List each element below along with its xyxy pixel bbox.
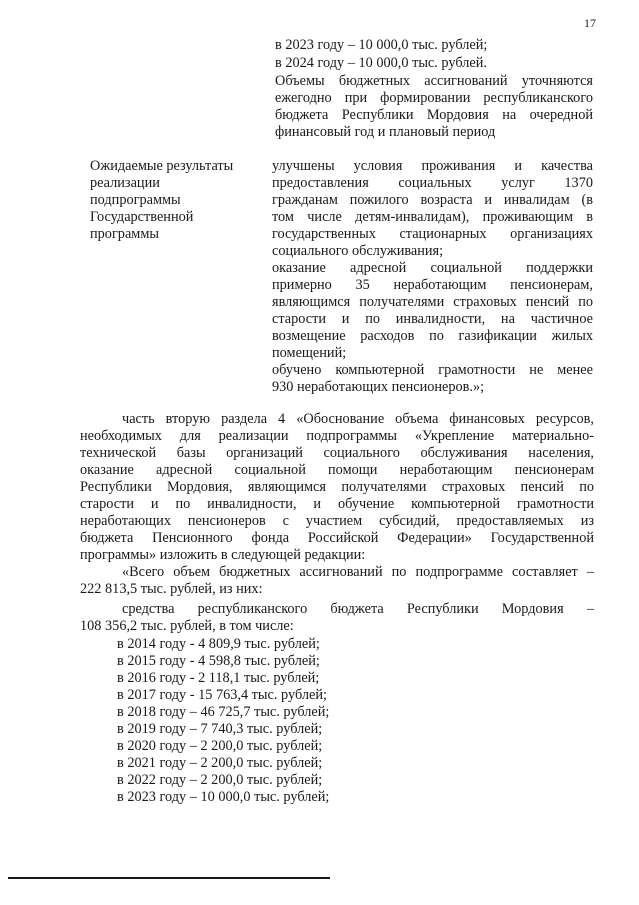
list-item: в 2017 году - 15 763,4 тыс. рублей;	[117, 687, 327, 703]
text-line: бюджета Республики Мордовия на очередной	[275, 107, 593, 123]
list-item: в 2015 году - 4 598,8 тыс. рублей;	[117, 653, 320, 669]
text-line: оказание адресной социальной поддержки	[272, 260, 593, 276]
text-line: улучшены условия проживания и качества	[272, 158, 593, 174]
text-line: в 2024 году – 10 000,0 тыс. рублей.	[275, 55, 487, 71]
list-item: в 2018 году – 46 725,7 тыс. рублей;	[117, 704, 330, 720]
text-line: гражданам пожилого возраста и инвалидам (в	[272, 192, 593, 208]
text-line: старости и по инвалидности, и обучение компьютерной грамотности	[80, 496, 594, 512]
text-line: обучено компьютерной грамотности не менее	[272, 362, 593, 378]
label-line: подпрограммы	[90, 192, 181, 208]
text-line: «Всего объем бюджетных ассигнований по подпрограмме составляет –	[122, 564, 594, 580]
text-line: технической базы организаций социального обслуживания населения,	[80, 445, 594, 461]
text-line: часть вторую раздела 4 «Обоснование объема финансовых ресурсов,	[122, 411, 594, 427]
text-line: том числе детям-инвалидам), проживающим в	[272, 209, 593, 225]
text-line: возмещение расходов по газификации жилых	[272, 328, 593, 344]
text-line: 930 неработающих пенсионеров.»;	[272, 379, 485, 395]
text-line: примерно 35 неработающим пенсионерам,	[272, 277, 593, 293]
list-item: в 2022 году – 2 200,0 тыс. рублей;	[117, 772, 323, 788]
text-line: в 2023 году – 10 000,0 тыс. рублей;	[275, 37, 488, 53]
list-item: в 2021 году – 2 200,0 тыс. рублей;	[117, 755, 323, 771]
text-line: средства республиканского бюджета Республики Мордовия –	[122, 601, 594, 617]
text-line: предоставления социальных услуг 1370	[272, 175, 593, 191]
label-line: программы	[90, 226, 160, 242]
page-number: 17	[584, 16, 596, 30]
list-item: в 2016 году - 2 118,1 тыс. рублей;	[117, 670, 320, 686]
text-line: неработающих пенсионеров с участием субсидий, предоставляемых из	[80, 513, 594, 529]
label-line: Государственной	[90, 209, 194, 225]
list-item: в 2020 году – 2 200,0 тыс. рублей;	[117, 738, 323, 754]
text-line: 108 356,2 тыс. рублей, в том числе:	[80, 618, 294, 634]
text-line: оказание адресной социальной помощи неработающим пенсионерам	[80, 462, 594, 478]
text-line: социального обслуживания;	[272, 243, 444, 259]
label-line: Ожидаемые результаты	[90, 158, 234, 174]
text-line: Объемы бюджетных ассигнований уточняются	[275, 73, 593, 89]
list-item: в 2014 году - 4 809,9 тыс. рублей;	[117, 636, 320, 652]
text-line: Республики Мордовия, являющимся получателями страховых пенсий по	[80, 479, 594, 495]
text-line: 222 813,5 тыс. рублей, из них:	[80, 581, 263, 597]
text-line: необходимых для реализации подпрограммы «Укрепление материально-	[80, 428, 594, 444]
text-line: государственных стационарных организациях	[272, 226, 593, 242]
label-line: реализации	[90, 175, 160, 191]
text-line: бюджета Пенсионного фонда Российской Федерации» Государственной	[80, 530, 594, 546]
bottom-rule	[8, 877, 330, 879]
text-line: являющимся получателями страховых пенсий по	[272, 294, 593, 310]
text-line: ежегодно при формировании республиканского	[275, 90, 593, 106]
text-line: программы» изложить в следующей редакции:	[80, 547, 366, 563]
list-item: в 2023 году – 10 000,0 тыс. рублей;	[117, 789, 330, 805]
text-line: финансовый год и плановый период	[275, 124, 496, 140]
text-line: старости и по инвалидности, на частичное	[272, 311, 593, 327]
text-line: помещений;	[272, 345, 347, 361]
list-item: в 2019 году – 7 740,3 тыс. рублей;	[117, 721, 323, 737]
